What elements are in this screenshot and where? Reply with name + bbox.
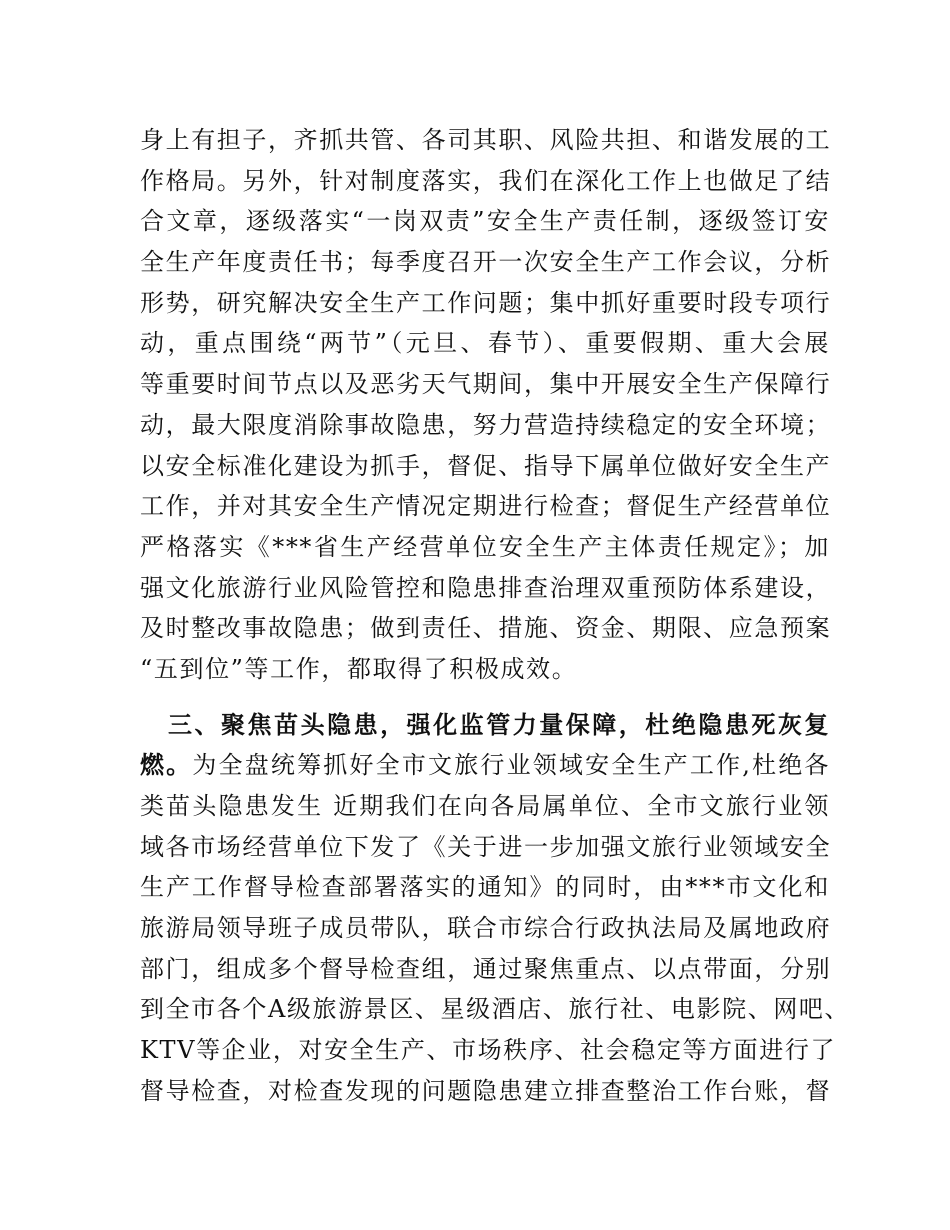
paragraph-line: 全生产年度责任书；每季度召开一次安全生产工作会议，分析	[140, 248, 832, 277]
paragraph-line: 类苗头隐患发生 近期我们在向各局属单位、全市文旅行业领	[140, 792, 830, 820]
paragraph-line: 旅游局领导班子成员带队，联合市综合行政执法局及属地政府	[140, 914, 832, 943]
paragraph-line: 督导检查，对检查发现的问题隐患建立排查整治工作台账，督	[140, 1076, 832, 1105]
paragraph-1	[140, 120, 830, 690]
paragraph-line: KTV等企业，对安全生产、市场秩序、社会稳定等方面进行了	[140, 1036, 837, 1065]
section-heading: 三、聚焦苗头隐患，强化监管力量保障，杜绝隐患死灰复	[168, 709, 830, 739]
paragraph-line: 等重要时间节点以及恶劣天气期间，集中开展安全生产保障行	[140, 370, 832, 399]
paragraph-line: 身上有担子，齐抓共管、各司其职、风险共担、和谐发展的工	[140, 126, 832, 154]
paragraph-line	[140, 745, 830, 786]
paragraph-line: 域各市场经营单位下发了《关于进一步加强文旅行业领域安全	[140, 832, 832, 861]
paragraph-line-rest: 为全盘统筹抓好全市文旅行业领域安全生产工作,杜绝各	[192, 751, 830, 780]
paragraph-spacer	[140, 690, 830, 705]
paragraph-line: 合文章，逐级落实“一岗双责”安全生产责任制，逐级签订安	[140, 207, 830, 236]
paragraph-line: 严格落实《***省生产经营单位安全生产主体责任规定》；加	[140, 532, 830, 561]
paragraph-line: 形势，研究解决安全生产工作问题；集中抓好重要时段专项行	[140, 288, 832, 317]
paragraph-line: 强文化旅游行业风险管控和隐患排查治理双重预防体系建设，	[140, 573, 832, 602]
paragraph-line: 动，最大限度消除事故隐患，努力营造持续稳定的安全环境；	[140, 410, 832, 439]
paragraph-line: 部门，组成多个督导检查组，通过聚焦重点、以点带面，分别	[140, 954, 832, 983]
paragraph-line: 到全市各个A级旅游景区、星级酒店、旅行社、电影院、网吧、	[140, 995, 851, 1024]
paragraph-2	[140, 705, 851, 1112]
document-body	[140, 120, 851, 1112]
paragraph-line: 动，重点围绕“两节”（元旦、春节）、重要假期、重大会展	[140, 329, 830, 358]
paragraph-line: 以安全标准化建设为抓手，督促、指导下属单位做好安全生产	[140, 451, 832, 480]
paragraph-line: 工作，并对其安全生产情况定期进行检查；督促生产经营单位	[140, 492, 832, 521]
paragraph-line: 及时整改事故隐患；做到责任、措施、资金、期限、应急预案	[140, 614, 832, 643]
paragraph-line: “五到位”等工作，都取得了积极成效。	[140, 654, 578, 683]
paragraph-line: 生产工作督导检查部署落实的通知》的同时，由***市文化和	[140, 873, 830, 902]
section-heading-end: 燃。	[140, 750, 193, 780]
paragraph-line: 作格局。另外，针对制度落实，我们在深化工作上也做足了结	[140, 166, 832, 195]
